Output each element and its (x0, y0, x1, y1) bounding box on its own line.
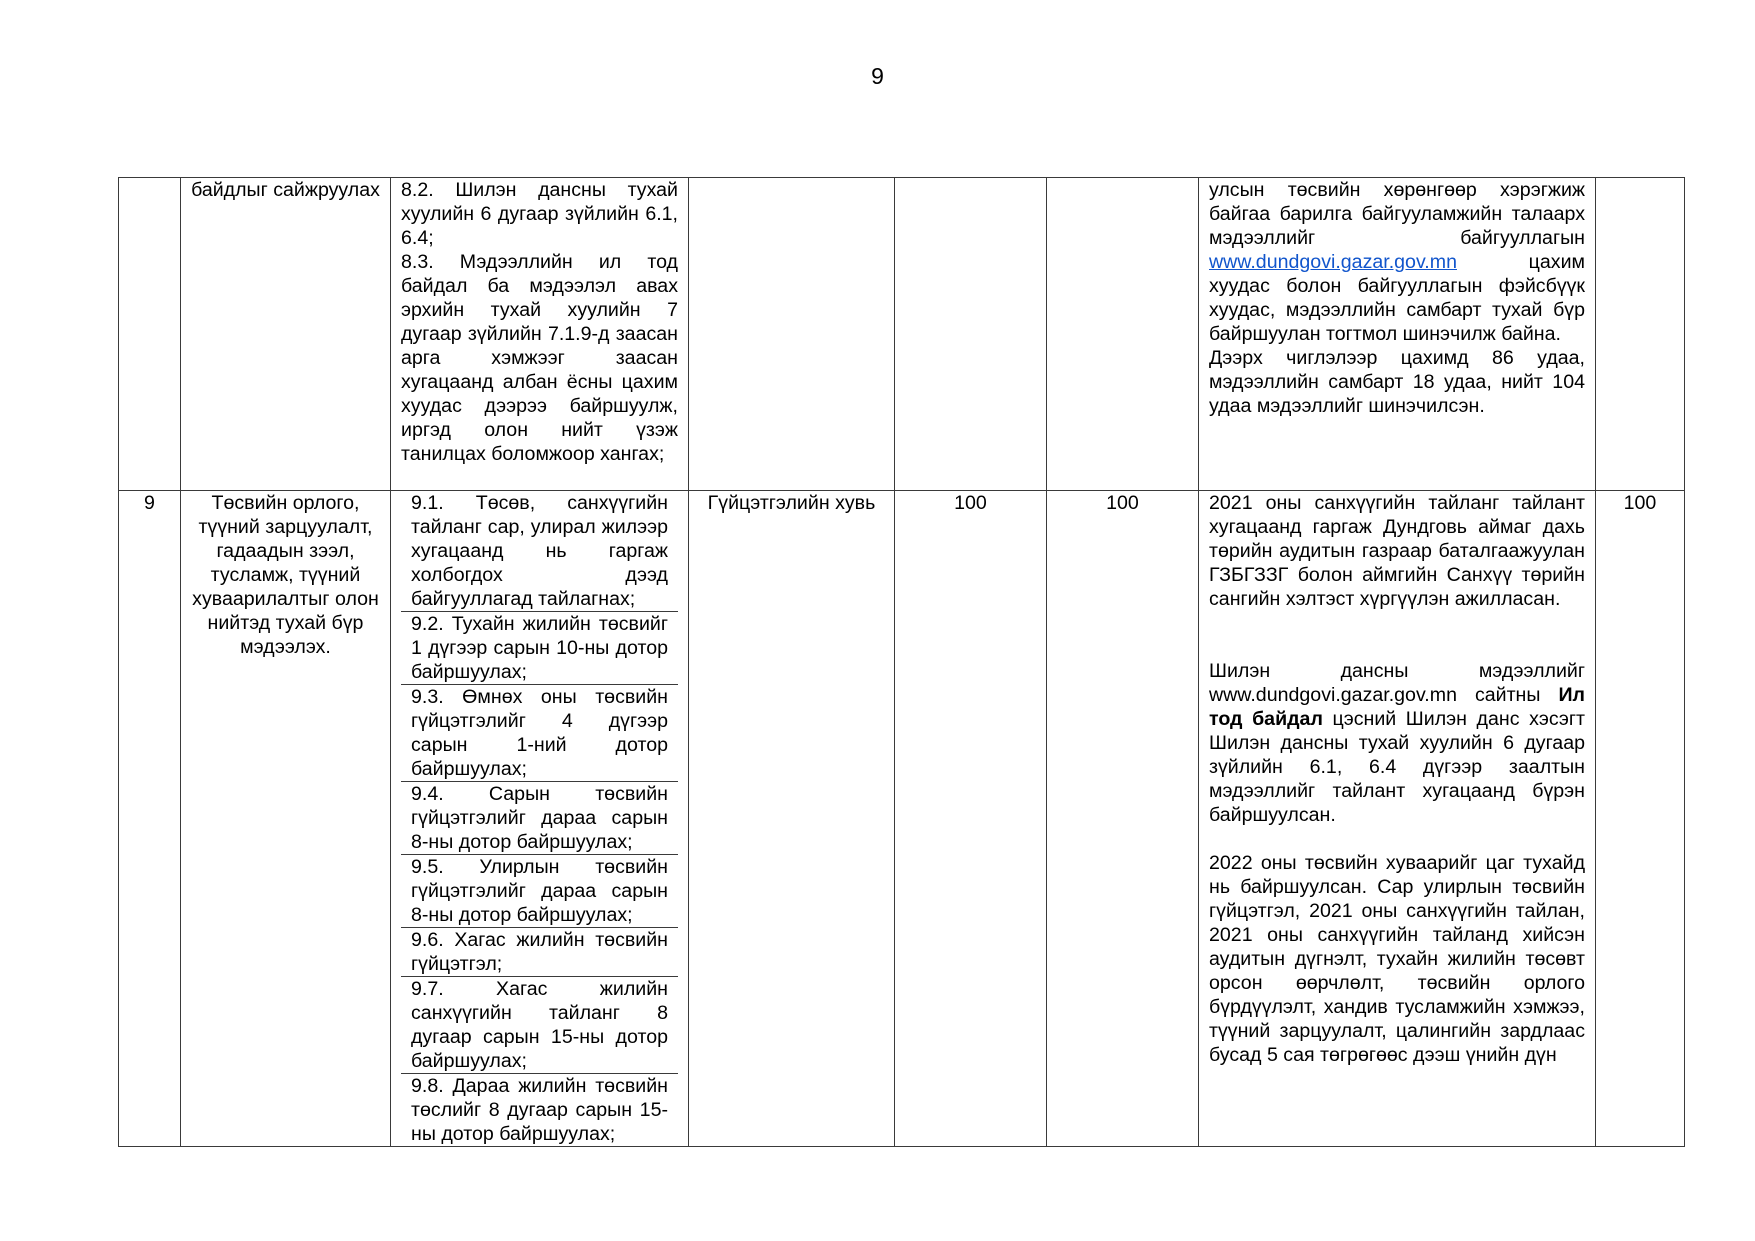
report-bold-text: Ил тод байдал (1209, 684, 1585, 730)
task-item: 9.3. Өмнөх оны төсвийн гүйцэтгэлийг 4 дүгээр сарын 1-ний дотор байршуулах; (401, 684, 678, 781)
paragraph-spacer (1209, 611, 1585, 659)
goal-cell: Төсвийн орлого, түүний зарцуулалт, гадаадын зээл, тусламж, түүний хуваарилалтыг олон нийтэд тухай бүр мэдээлэх. (181, 491, 391, 1147)
task-item: 9.4. Сарын төсвийн гүйцэтгэлийг дараа сарын 8-ны дотор байршуулах; (401, 781, 678, 854)
website-link[interactable]: www.dundgovi.gazar.gov.mn (1209, 251, 1457, 273)
tasks-cell (391, 491, 689, 1147)
task-item: 9.7. Хагас жилийн санхүүгийн тайланг 8 дугаар сарын 15-ны дотор байршуулах; (401, 976, 678, 1073)
tasks-cell (391, 178, 689, 491)
score-cell (1596, 178, 1685, 491)
report-text: цэсний Шилэн данс хэсэгт Шилэн дансны тухай хуулийн 6 дугаар зүйлийн 6.1, 6.4 дүгээр заалтын мэдээллийг тайлант хугацаанд бүрэн байршуулсан. (1209, 708, 1586, 826)
target-cell (1047, 178, 1199, 491)
task-item: 9.1. Төсөв, санхүүгийн тайланг сар, улирал жилээр хугацаанд нь гаргаж холбогдох дээд байгууллагад тайлагнах; (411, 492, 668, 610)
task-item: 9.8. Дараа жилийн төсвийн төслийг 8 дугаар сарын 15-ны дотор байршуулах; (401, 1073, 678, 1146)
table-row (119, 178, 1685, 491)
score-cell: 100 (1596, 491, 1685, 1147)
report-paragraph: 2022 оны төсвийн хуваарийг цаг тухайд нь байршуулсан. Сар улирлын төсвийн гүйцэтгэл, 2021 оны санхүүгийн тайлан, 2021 оны санхүүгийн тайланд хийсэн аудитын дүгнэлт, тухайн жилийн төсөвт орсон өөрчлөлт, төсвийн орлого бүрдүүлэлт, хандив тусламжийн хэмжээ, түүний зарцуулалт, цалингийн зардлаас бусад 5 сая төгрөгөөс дээш үнийн дүн (1209, 852, 1585, 1066)
report-text: Шилэн дансны мэдээллийг www.dundgovi.gazar.gov.mn сайтны (1209, 660, 1585, 706)
paragraph-spacer (1209, 827, 1585, 851)
table-row (119, 491, 1685, 1147)
page-number: 9 (871, 63, 884, 89)
target-cell: 100 (1047, 491, 1199, 1147)
report-paragraph (1209, 178, 1585, 346)
baseline-cell (895, 178, 1047, 491)
task-item: 9.5. Улирлын төсвийн гүйцэтгэлийг дараа сарын 8-ны дотор байршуулах; (401, 854, 678, 927)
report-cell (1199, 491, 1596, 1147)
goal-cell: байдлыг сайжруулах (181, 178, 391, 491)
row-number-cell (119, 178, 181, 491)
report-paragraph: Дээрх чиглэлээр цахимд 86 удаа, мэдээллийн самбарт 18 удаа, нийт 104 удаа мэдээллийг шинэчилсэн. (1209, 347, 1585, 417)
baseline-cell: 100 (895, 491, 1047, 1147)
report-paragraph: 2021 оны санхүүгийн тайланг тайлант хугацаанд гаргаж Дундговь аймаг дахь төрийн аудитын газраар баталгаажуулан ГЗБГЗЗГ болон аймгийн Санхүү төрийн сангийн хэлтэст хүргүүлэн ажилласан. (1209, 492, 1585, 610)
indicator-cell: Гүйцэтгэлийн хувь (689, 491, 895, 1147)
task-item: 9.2. Тухайн жилийн төсвийг 1 дүгээр сарын 10-ны дотор байршуулах; (401, 611, 678, 684)
report-table (118, 177, 1685, 1147)
report-text: цахим хуудас болон байгууллагын фэйсбүүк хуудас, мэдээллийн самбарт тухай бүр байршуулан тогтмол шинэчилж байна. (1209, 251, 1585, 345)
task-item: 8.2. Шилэн дансны тухай хуулийн 6 дугаар зүйлийн 6.1, 6.4; (401, 179, 678, 249)
task-item: 9.6. Хагас жилийн төсвийн гүйцэтгэл; (401, 927, 678, 976)
report-cell (1199, 178, 1596, 491)
row-number-cell: 9 (119, 491, 181, 1147)
indicator-cell (689, 178, 895, 491)
report-text: улсын төсвийн хөрөнгөөр хэрэгжиж байгаа барилга байгууламжийн талаарх мэдээллийг байгууллагын (1209, 179, 1585, 249)
report-paragraph (1209, 659, 1585, 827)
task-item: 8.3. Мэдээллийн ил тод байдал ба мэдээлэл авах эрхийн тухай хуулийн 7 дугаар зүйлийн 7.1.9-д заасан арга хэмжээг заасан хугацаанд албан ёсны цахим хуудас дээрээ байршуулж, иргэд олон нийт үзэж танилцах боломжоор хангах; (401, 251, 678, 465)
